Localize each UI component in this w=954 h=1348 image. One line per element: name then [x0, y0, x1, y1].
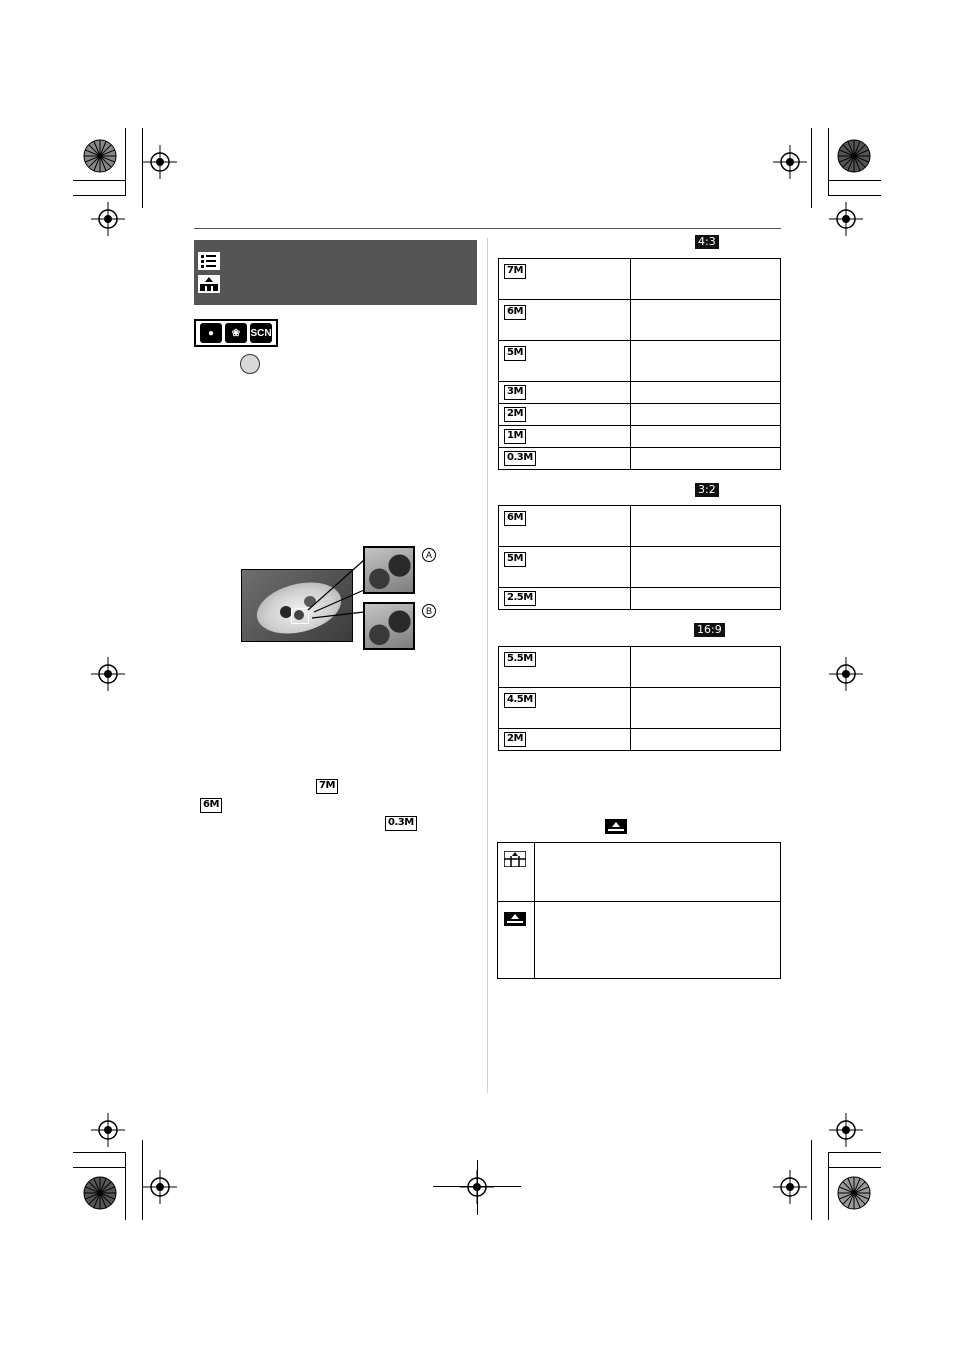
size-icon: 2M — [504, 732, 526, 747]
table-row — [499, 688, 781, 729]
size-table-16-9 — [498, 646, 781, 751]
fine-quality-icon — [504, 851, 526, 867]
size-icon: 6M — [504, 511, 526, 526]
registration-mark-icon — [829, 1113, 863, 1147]
column-divider — [487, 238, 488, 1093]
zoom-detail-a — [363, 546, 415, 594]
header-rule — [194, 228, 781, 229]
table-row — [499, 729, 781, 751]
size-icon: 6M — [504, 305, 526, 320]
table-row — [499, 259, 781, 300]
camera-mode-icon: ● — [200, 323, 222, 343]
size-icon: 5M — [504, 552, 526, 567]
size-table-4-3 — [498, 258, 781, 470]
table-row — [499, 300, 781, 341]
table-row — [499, 426, 781, 448]
callout-label-a: A — [422, 548, 436, 562]
color-target-icon — [83, 139, 117, 173]
registration-mark-icon — [91, 1113, 125, 1147]
size-7m-icon: 7M — [316, 779, 338, 794]
callout-lines — [300, 560, 370, 630]
color-target-icon — [83, 1176, 117, 1210]
registration-mark-icon — [829, 657, 863, 691]
size-icon: 2M — [504, 407, 526, 422]
table-row — [499, 588, 781, 610]
standard-quality-icon — [504, 912, 526, 926]
callout-label-b: B — [422, 604, 436, 618]
picture-size-icon — [198, 252, 220, 270]
registration-mark-icon — [143, 145, 177, 179]
aspect-ratio-16-9-badge: 16:9 — [694, 623, 725, 637]
table-row — [498, 902, 781, 979]
size-icon: 5M — [504, 346, 526, 361]
size-icon: 2.5M — [504, 591, 536, 606]
size-icon: 5.5M — [504, 652, 536, 667]
registration-mark-icon — [773, 145, 807, 179]
table-row — [499, 506, 781, 547]
size-03m-icon: 0.3M — [385, 816, 417, 831]
color-target-icon — [837, 139, 871, 173]
table-row — [499, 547, 781, 588]
table-row — [498, 843, 781, 902]
size-icon: 3M — [504, 385, 526, 400]
size-table-3-2 — [498, 505, 781, 610]
menu-title-bar — [194, 240, 477, 305]
button-marker-icon — [240, 354, 260, 374]
standard-quality-inline-icon — [605, 819, 627, 834]
aspect-ratio-4-3-badge: 4:3 — [695, 235, 719, 249]
size-icon: 4.5M — [504, 693, 536, 708]
table-row — [499, 341, 781, 382]
table-row — [499, 448, 781, 470]
scene-mode-icon: SCN — [250, 323, 272, 343]
size-icon: 1M — [504, 429, 526, 444]
aspect-ratio-3-2-badge: 3:2 — [695, 483, 719, 497]
registration-mark-icon — [91, 202, 125, 236]
table-row — [499, 404, 781, 426]
size-icon: 0.3M — [504, 451, 536, 466]
registration-mark-icon — [143, 1170, 177, 1204]
applicable-modes — [194, 319, 278, 347]
registration-mark-icon — [91, 657, 125, 691]
size-6m-icon: 6M — [200, 798, 222, 813]
registration-mark-icon — [829, 202, 863, 236]
table-row — [499, 382, 781, 404]
color-target-icon — [837, 1176, 871, 1210]
quality-table — [497, 842, 781, 979]
zoom-detail-b — [363, 602, 415, 650]
quality-icon — [198, 275, 220, 293]
table-row — [499, 647, 781, 688]
size-icon: 7M — [504, 264, 526, 279]
registration-mark-icon — [773, 1170, 807, 1204]
macro-mode-icon: ❀ — [225, 323, 247, 343]
